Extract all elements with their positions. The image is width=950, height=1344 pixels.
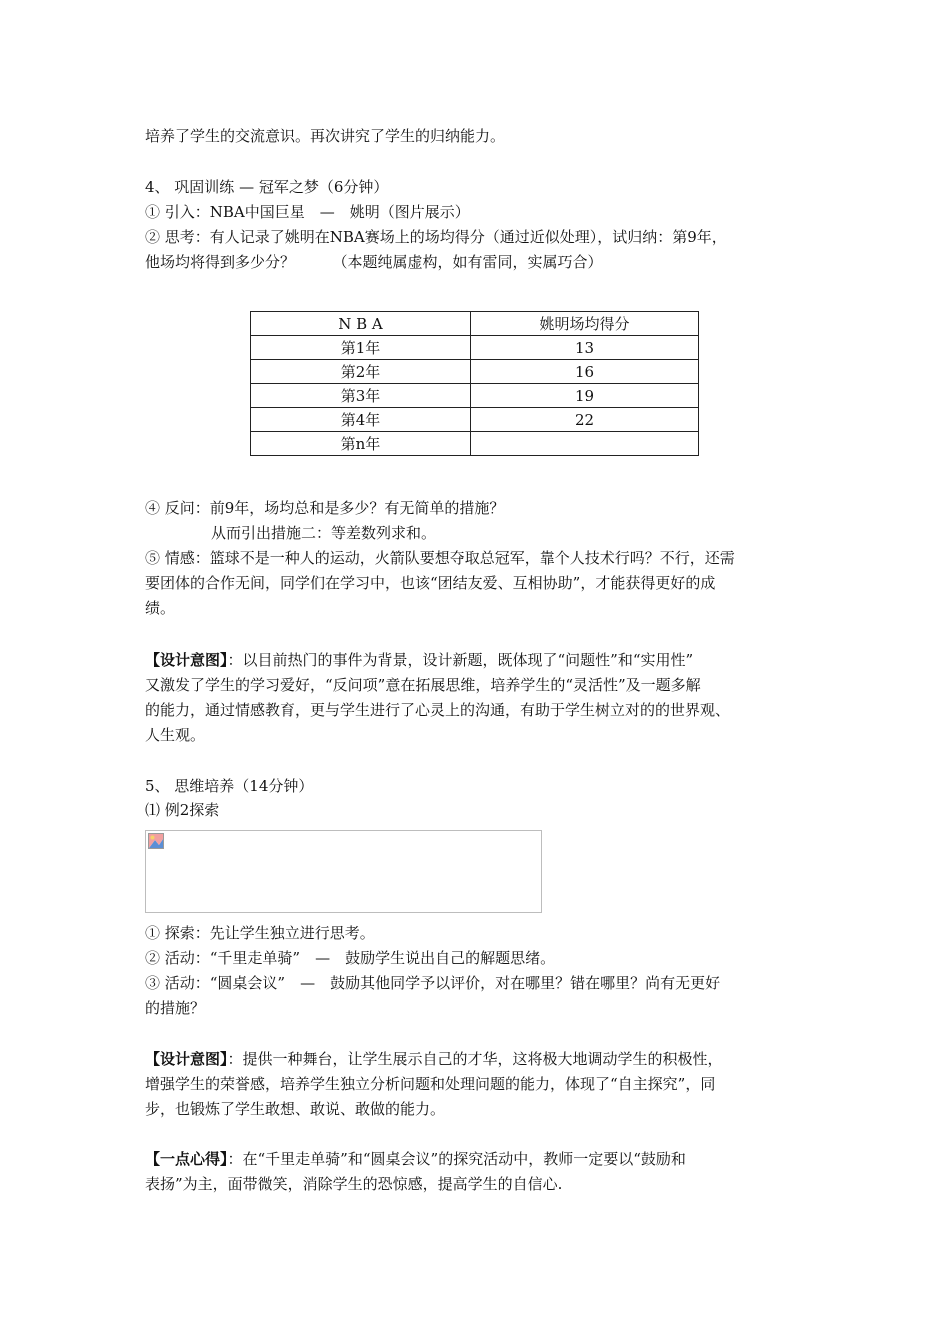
- table-header-cell: 姚明场均得分: [471, 312, 699, 336]
- section-4-item-2-line-2: 他场均将得到多少分？ （本题纯属虚构，如有雷同，实属巧合）: [145, 253, 603, 271]
- design-intent-tag: 【设计意图】: [145, 1050, 228, 1068]
- table-cell-score: 22: [471, 408, 699, 432]
- table-row: [251, 360, 699, 384]
- reflection-line-2: 表扬”为主，面带微笑，消除学生的恐惊感，提高学生的自信心.: [145, 1175, 563, 1193]
- table-cell-year: 第n年: [251, 432, 471, 456]
- reflection-text: ：在“千里走单骑”和“圆桌会议”的探究活动中，教师一定要以“鼓励和: [227, 1150, 686, 1168]
- table-row: [251, 336, 699, 360]
- section-5-step-1: ① 探索：先让学生独立进行思考。: [145, 924, 375, 942]
- table-cell-year: 第3年: [251, 384, 471, 408]
- section-5-step-3-line-1: ③ 活动：“圆桌会议” — 鼓励其他同学予以评价，对在哪里？错在哪里？尚有无更好: [145, 974, 721, 992]
- design-intent-1-line-1: [145, 649, 693, 671]
- nba-score-table: [250, 311, 699, 456]
- table-header-row: [251, 312, 699, 336]
- table-cell-score: 19: [471, 384, 699, 408]
- design-intent-1-line-2: 又激发了学生的学习爱好，“反问项”意在拓展思维，培养学生的“灵活性”及一题多解: [145, 676, 701, 694]
- table-cell-year: 第1年: [251, 336, 471, 360]
- section-4-item-4: ④ 反问：前9年，场均总和是多少？有无简单的措施？: [145, 499, 505, 517]
- reflection-tag: 【一点心得】: [145, 1150, 228, 1168]
- broken-image-icon: [148, 833, 164, 849]
- design-intent-2-line-3: 步，也锻炼了学生敢想、敢说、敢做的能力。: [145, 1100, 446, 1118]
- section-4-item-1: ① 引入：NBA中国巨星 — 姚明（图片展示）: [145, 203, 470, 221]
- table-row: [251, 432, 699, 456]
- design-intent-2-line-2: 增强学生的荣誉感，培养学生独立分析问题和处理问题的能力，体现了“自主探究”，同: [145, 1075, 716, 1093]
- table-cell-score: 16: [471, 360, 699, 384]
- table-cell-score: 13: [471, 336, 699, 360]
- section-5-step-3-line-2: 的措施？: [145, 999, 206, 1017]
- design-intent-2-line-1: [145, 1048, 723, 1070]
- paragraph-intro: 培养了学生的交流意识。再次讲究了学生的归纳能力。: [145, 127, 506, 145]
- design-intent-text: ：提供一种舞台，让学生展示自己的才华，这将极大地调动学生的积极性，: [227, 1050, 723, 1068]
- section-5-step-2: ② 活动：“千里走单骑” — 鼓励学生说出自己的解题思绪。: [145, 949, 556, 967]
- table-row: [251, 384, 699, 408]
- section-4-item-4-followup: 从而引出措施二：等差数列求和。: [211, 524, 437, 542]
- section-4-item-5-line-1: ⑤ 情感：篮球不是一种人的运动，火箭队要想夺取总冠军，靠个人技术行吗？不行，还需: [145, 549, 735, 567]
- table-cell-year: 第2年: [251, 360, 471, 384]
- design-intent-1-line-3: 的能力，通过情感教育，更与学生进行了心灵上的沟通，有助于学生树立对的的世界观、: [145, 701, 731, 719]
- section-5-title: 5、 思维培养（14分钟）: [145, 777, 314, 795]
- section-4-title: 4、 巩固训练 — 冠军之梦（6分钟）: [145, 178, 389, 196]
- reflection-line-1: [145, 1148, 686, 1170]
- section-4-item-5-line-3: 绩。: [145, 599, 176, 617]
- table-header-cell: N B A: [251, 312, 471, 336]
- design-intent-tag: 【设计意图】: [145, 651, 228, 669]
- design-intent-text: ：以目前热门的事件为背景，设计新题，既体现了“问题性”和“实用性”: [227, 651, 694, 669]
- section-4-item-5-line-2: 要团体的合作无间，同学们在学习中，也该“团结友爱、互相协助”，才能获得更好的成: [145, 574, 716, 592]
- table-cell-year: 第4年: [251, 408, 471, 432]
- section-5-item-1: ⑴ 例2探索: [145, 801, 220, 819]
- section-4-item-2-line-1: ② 思考：有人记录了姚明在NBA赛场上的场均得分（通过近似处理），试归纳：第9年，: [145, 228, 727, 246]
- table-row: [251, 408, 699, 432]
- table-cell-score: [471, 432, 699, 456]
- example-image-placeholder: [145, 830, 542, 913]
- design-intent-1-line-4: 人生观。: [145, 726, 206, 744]
